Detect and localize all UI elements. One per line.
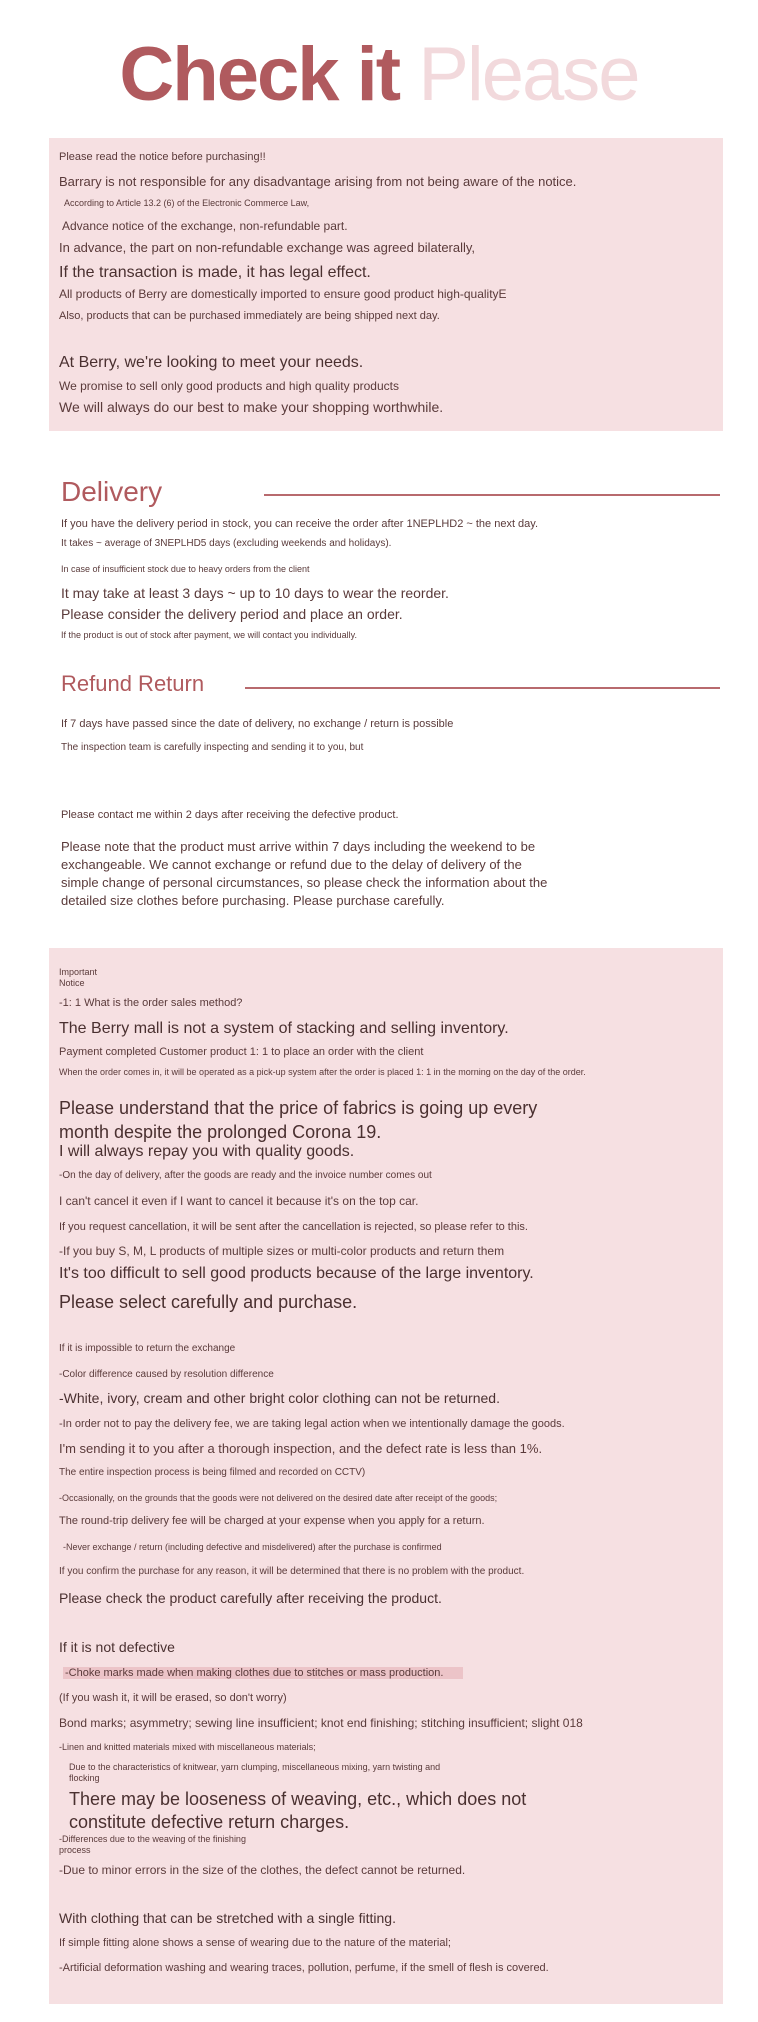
page-title [0,30,758,120]
notice-line: According to Article 13.2 (6) of the Electronic Commerce Law, [64,198,310,208]
important-line: -If you buy S, M, L products of multiple sizes or multi-color products and return them [59,1244,505,1258]
notice-line: In advance, the part on non-refundable exchange was agreed bilaterally, [59,240,476,255]
delivery-line: It may take at least 3 days ~ up to 10 days to wear the reorder. [61,585,449,601]
important-line: Please check the product carefully after receiving the product. [59,1590,442,1606]
notice-line: Advance notice of the exchange, non-refundable part. [62,219,348,233]
important-line: The Berry mall is not a system of stacking and selling inventory. [59,1020,509,1037]
refund-line: Please contact me within 2 days after receiving the defective product. [61,809,399,821]
important-line: If it is impossible to return the exchange [59,1343,236,1354]
important-line: There may be looseness of weaving, etc., which does not constitute defective return charges. [69,1789,527,1832]
important-label: Notice [59,978,85,988]
title-bold: Check it [119,32,400,117]
important-line: -Never exchange / return (including defective and misdelivered) after the purchase is confirmed [63,1542,442,1552]
important-line: The round-trip delivery fee will be charged at your expense when you apply for a return. [59,1515,485,1527]
notice-line: At Berry, we're looking to meet your needs. [59,354,364,371]
important-line: I'm sending it to you after a thorough inspection, and the defect rate is less than 1%. [59,1441,543,1456]
important-line: If it is not defective [59,1639,175,1655]
important-line: Bond marks; asymmetry; sewing line insufficient; knot end finishing; stitching insufficient; slight 018 [59,1716,583,1730]
important-line: Payment completed Customer product 1: 1 to place an order with the client [59,1046,424,1058]
delivery-divider [264,494,720,496]
refund-paragraph: Please note that the product must arrive within 7 days including the weekend to be exchangeable. We cannot exchange or refund due to the delay of delivery of the simple change of personal circumstances, so please check the information about the detailed size clothes before purchasing. Please purchase carefully. [61,839,548,908]
refund-line: If 7 days have passed since the date of delivery, no exchange / return is possible [61,718,454,730]
important-line: Due to the characteristics of knitwear, yarn clumping, miscellaneous mixing, yarn twisting and flocking [69,1762,441,1783]
important-line: It's too difficult to sell good products because of the large inventory. [59,1265,534,1282]
important-line: If simple fitting alone shows a sense of wearing due to the nature of the material; [59,1937,451,1949]
important-line: With clothing that can be stretched with a single fitting. [59,1910,396,1926]
important-line: -Artificial deformation washing and wearing traces, pollution, perfume, if the smell of flesh is covered. [59,1962,549,1974]
title-light: Please [418,32,639,117]
important-line: When the order comes in, it will be operated as a pick-up system after the order is placed 1: 1 in the morning on the day of the order. [59,1067,586,1077]
important-line: -White, ivory, cream and other bright color clothing can not be returned. [59,1390,500,1406]
notice-line: We will always do our best to make your shopping worthwhile. [59,399,444,415]
delivery-line: If you have the delivery period in stock, you can receive the order after 1NEPLHD2 ~ the next day. [61,518,539,530]
important-line: -Differences due to the weaving of the finishing process [59,1834,246,1855]
notice-line: We promise to sell only good products and high quality products [59,379,399,393]
important-line: -In order not to pay the delivery fee, we are taking legal action when we intentionally damage the goods. [59,1418,565,1430]
delivery-line: In case of insufficient stock due to heavy orders from the client [61,564,310,574]
delivery-line: If the product is out of stock after payment, we will contact you individually. [61,630,357,640]
important-label: Important [59,967,98,977]
important-line: -Choke marks made when making clothes due to stitches or mass production. [63,1667,463,1679]
important-line: If you confirm the purchase for any reason, it will be determined that there is no problem with the product. [59,1566,525,1577]
notice-line: If the transaction is made, it has legal effect. [59,264,371,281]
notice-line: Please read the notice before purchasing!! [59,151,266,163]
refund-heading: Refund Return [61,671,205,696]
important-line: The entire inspection process is being filmed and recorded on CCTV) [59,1467,366,1478]
important-line: (If you wash it, it will be erased, so don't worry) [59,1692,287,1704]
important-line: -1: 1 What is the order sales method? [59,997,243,1009]
refund-divider [245,687,720,689]
important-line: I can't cancel it even if I want to cancel it because it's on the top car. [59,1194,419,1208]
important-line: Please understand that the price of fabrics is going up every month despite the prolonged Corona 19. [59,1098,538,1142]
important-line: -On the day of delivery, after the goods are ready and the invoice number comes out [59,1170,432,1181]
important-line: If you request cancellation, it will be sent after the cancellation is rejected, so please refer to this. [59,1221,528,1233]
notice-line: Also, products that can be purchased immediately are being shipped next day. [59,310,440,322]
important-line: -Linen and knitted materials mixed with miscellaneous materials; [59,1742,316,1752]
delivery-line: Please consider the delivery period and place an order. [61,606,403,622]
refund-line: The inspection team is carefully inspecting and sending it to you, but [61,742,364,753]
delivery-line: It takes ~ average of 3NEPLHD5 days (excluding weekends and holidays). [61,538,392,549]
notice-line: Barrary is not responsible for any disadvantage arising from not being aware of the notice. [59,174,577,189]
important-line: -Occasionally, on the grounds that the goods were not delivered on the desired date after receipt of the goods; [59,1493,498,1503]
important-line: Please select carefully and purchase. [59,1292,358,1312]
important-line: -Color difference caused by resolution difference [59,1369,274,1380]
important-line: I will always repay you with quality goods. [59,1143,355,1160]
important-line: -Due to minor errors in the size of the clothes, the defect cannot be returned. [59,1863,466,1877]
notice-line: All products of Berry are domestically imported to ensure good product high-qualityE [59,287,507,301]
delivery-heading: Delivery [61,476,163,507]
